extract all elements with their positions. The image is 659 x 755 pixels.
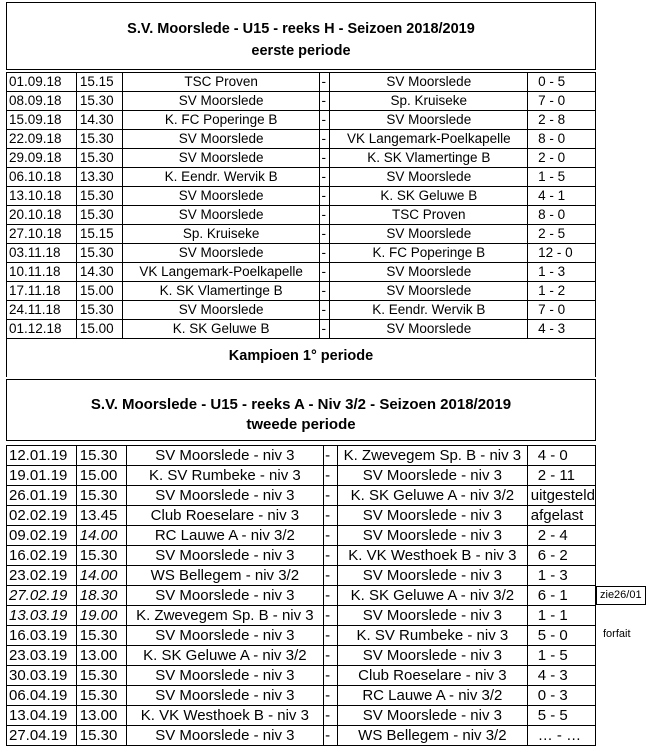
match-date: 20.10.18 — [7, 206, 77, 225]
match-separator: - — [320, 130, 330, 149]
match-date: 08.09.18 — [7, 92, 77, 111]
match-time: 15.30 — [76, 726, 126, 746]
match-date: 01.09.18 — [7, 73, 77, 92]
match-time: 15.30 — [76, 149, 122, 168]
match-score: 0 - 5 — [528, 73, 596, 92]
match-separator: - — [324, 546, 338, 566]
section1-footer — [6, 339, 596, 377]
match-date: 30.03.19 — [7, 666, 77, 686]
match-score: 4 - 3 — [527, 666, 595, 686]
match-score: 1 - 3 — [528, 263, 596, 282]
away-team: Sp. Kruiseke — [330, 92, 528, 111]
match-time: 15.15 — [76, 73, 122, 92]
match-separator: - — [320, 149, 330, 168]
away-team: K. Eendr. Wervik B — [330, 301, 528, 320]
away-team: SV Moorslede - niv 3 — [338, 506, 528, 526]
match-time: 15.30 — [76, 130, 122, 149]
match-row — [7, 225, 596, 244]
match-separator: - — [320, 244, 330, 263]
match-date: 03.11.18 — [7, 244, 77, 263]
home-team: K. Eendr. Wervik B — [122, 168, 320, 187]
match-score: 2 - 0 — [528, 149, 596, 168]
match-time: 15.00 — [76, 320, 122, 339]
home-team: SV Moorslede - niv 3 — [126, 686, 324, 706]
match-separator: - — [324, 666, 338, 686]
home-team: VK Langemark-Poelkapelle — [122, 263, 320, 282]
away-team: SV Moorslede — [330, 282, 528, 301]
match-date: 23.03.19 — [7, 646, 77, 666]
match-date: 06.04.19 — [7, 686, 77, 706]
match-score: 4 - 1 — [528, 187, 596, 206]
match-score: 2 - 11 — [527, 466, 595, 486]
match-date: 16.02.19 — [7, 546, 77, 566]
match-date: 02.02.19 — [7, 506, 77, 526]
match-date: 13.04.19 — [7, 706, 77, 726]
home-team: SV Moorslede - niv 3 — [126, 586, 324, 606]
home-team: SV Moorslede - niv 3 — [126, 666, 324, 686]
match-date: 09.02.19 — [7, 526, 77, 546]
match-score: 12 - 0 — [528, 244, 596, 263]
section2-table — [6, 445, 596, 746]
match-row — [7, 686, 596, 706]
away-team: SV Moorslede - niv 3 — [338, 566, 528, 586]
match-score: 8 - 0 — [528, 206, 596, 225]
away-team: TSC Proven — [330, 206, 528, 225]
home-team: Sp. Kruiseke — [122, 225, 320, 244]
match-time: 15.30 — [76, 206, 122, 225]
home-team: TSC Proven — [122, 73, 320, 92]
home-team: SV Moorslede - niv 3 — [126, 546, 324, 566]
home-team: Club Roeselare - niv 3 — [126, 506, 324, 526]
match-separator: - — [320, 168, 330, 187]
match-date: 27.02.19 — [7, 586, 77, 606]
match-time: 15.30 — [76, 546, 126, 566]
match-separator: - — [324, 686, 338, 706]
home-team: K. Zwevegem Sp. B - niv 3 — [126, 606, 324, 626]
home-team: K. SK Vlamertinge B — [122, 282, 320, 301]
match-time: 18.30 — [76, 586, 126, 606]
home-team: K. VK Westhoek B - niv 3 — [126, 706, 324, 726]
match-score: 1 - 5 — [527, 646, 595, 666]
match-date: 24.11.18 — [7, 301, 77, 320]
match-row — [7, 486, 596, 506]
away-team: K. FC Poperinge B — [330, 244, 528, 263]
section1-header — [6, 2, 596, 70]
away-team: SV Moorslede — [330, 111, 528, 130]
match-row — [7, 206, 596, 225]
match-row — [7, 73, 596, 92]
away-team: SV Moorslede - niv 3 — [338, 706, 528, 726]
home-team: SV Moorslede — [122, 301, 320, 320]
match-row — [7, 566, 596, 586]
match-separator: - — [324, 446, 338, 466]
match-time: 15.30 — [76, 666, 126, 686]
away-team: SV Moorslede — [330, 73, 528, 92]
match-date: 29.09.18 — [7, 149, 77, 168]
match-separator: - — [324, 466, 338, 486]
section2-title: S.V. Moorslede - U15 - reeks A - Niv 3/2 - Seizoen 2018/2019 — [90, 396, 512, 413]
match-row — [7, 606, 596, 626]
match-row — [7, 168, 596, 187]
match-score: 1 - 1 — [527, 606, 595, 626]
away-team: SV Moorslede — [330, 225, 528, 244]
match-row — [7, 187, 596, 206]
match-separator: - — [324, 606, 338, 626]
home-team: RC Lauwe A - niv 3/2 — [126, 526, 324, 546]
home-team: K. SK Geluwe B — [122, 320, 320, 339]
match-score: 7 - 0 — [528, 92, 596, 111]
match-row — [7, 92, 596, 111]
away-team: K. Zwevegem Sp. B - niv 3 — [338, 446, 528, 466]
match-time: 15.30 — [76, 446, 126, 466]
match-score: 2 - 5 — [528, 225, 596, 244]
match-time: 13.45 — [76, 506, 126, 526]
match-row — [7, 546, 596, 566]
away-team: VK Langemark-Poelkapelle — [330, 130, 528, 149]
match-time: 15.00 — [76, 466, 126, 486]
match-date: 23.02.19 — [7, 566, 77, 586]
match-score: 2 - 4 — [527, 526, 595, 546]
match-date: 16.03.19 — [7, 626, 77, 646]
match-separator: - — [324, 526, 338, 546]
match-time: 15.30 — [76, 187, 122, 206]
home-team: SV Moorslede - niv 3 — [126, 486, 324, 506]
match-separator: - — [324, 506, 338, 526]
away-team: RC Lauwe A - niv 3/2 — [338, 686, 528, 706]
match-score: 6 - 1 — [527, 586, 595, 606]
match-date: 17.11.18 — [7, 282, 77, 301]
match-time: 14.30 — [76, 111, 122, 130]
home-team: SV Moorslede - niv 3 — [126, 726, 324, 746]
section2-header — [6, 379, 596, 441]
away-team: K. SK Geluwe B — [330, 187, 528, 206]
match-row — [7, 626, 596, 646]
match-score: 6 - 2 — [527, 546, 595, 566]
away-team: K. SK Vlamertinge B — [330, 149, 528, 168]
match-separator: - — [320, 111, 330, 130]
match-row — [7, 466, 596, 486]
match-separator: - — [320, 187, 330, 206]
match-row — [7, 301, 596, 320]
match-time: 15.30 — [76, 301, 122, 320]
match-separator: - — [320, 301, 330, 320]
match-separator: - — [324, 646, 338, 666]
match-row — [7, 130, 596, 149]
match-date: 22.09.18 — [7, 130, 77, 149]
home-team: WS Bellegem - niv 3/2 — [126, 566, 324, 586]
match-date: 01.12.18 — [7, 320, 77, 339]
match-time: 13.00 — [76, 646, 126, 666]
away-team: K. SV Rumbeke - niv 3 — [338, 626, 528, 646]
match-score: uitgesteld — [527, 486, 595, 506]
match-time: 15.30 — [76, 686, 126, 706]
away-team: K. VK Westhoek B - niv 3 — [338, 546, 528, 566]
match-row — [7, 244, 596, 263]
match-row — [7, 506, 596, 526]
home-team: SV Moorslede - niv 3 — [126, 446, 324, 466]
away-team: SV Moorslede - niv 3 — [338, 526, 528, 546]
away-team: Club Roeselare - niv 3 — [338, 666, 528, 686]
home-team: SV Moorslede — [122, 244, 320, 263]
match-separator: - — [320, 92, 330, 111]
match-separator: - — [324, 726, 338, 746]
match-score: 1 - 3 — [527, 566, 595, 586]
home-team: K. SK Geluwe A - niv 3/2 — [126, 646, 324, 666]
away-team: K. SK Geluwe A - niv 3/2 — [338, 586, 528, 606]
match-date: 06.10.18 — [7, 168, 77, 187]
match-row — [7, 586, 596, 606]
away-team: SV Moorslede - niv 3 — [338, 606, 528, 626]
match-row — [7, 526, 596, 546]
section1-title: S.V. Moorslede - U15 - reeks H - Seizoen 2018/2019 — [127, 21, 475, 37]
match-time: 19.00 — [76, 606, 126, 626]
match-score: … - … — [527, 726, 595, 746]
match-date: 12.01.19 — [7, 446, 77, 466]
away-team: WS Bellegem - niv 3/2 — [338, 726, 528, 746]
match-time: 13.30 — [76, 168, 122, 187]
section1-champion-label: Kampioen 1° periode — [228, 348, 374, 364]
away-team: SV Moorslede — [330, 263, 528, 282]
section2-subtitle: tweede periode — [246, 416, 356, 433]
section1-table — [6, 72, 596, 339]
match-score: 2 - 8 — [528, 111, 596, 130]
home-team: SV Moorslede — [122, 92, 320, 111]
match-date: 27.04.19 — [7, 726, 77, 746]
match-note: forfait — [600, 626, 634, 643]
match-row — [7, 646, 596, 666]
away-team: K. SK Geluwe A - niv 3/2 — [338, 486, 528, 506]
match-time: 15.30 — [76, 244, 122, 263]
match-time: 15.30 — [76, 626, 126, 646]
home-team: SV Moorslede — [122, 130, 320, 149]
match-separator: - — [320, 320, 330, 339]
match-score: 1 - 2 — [528, 282, 596, 301]
match-separator: - — [324, 586, 338, 606]
match-time: 15.00 — [76, 282, 122, 301]
match-time: 15.30 — [76, 486, 126, 506]
match-row — [7, 706, 596, 726]
home-team: K. SV Rumbeke - niv 3 — [126, 466, 324, 486]
match-separator: - — [320, 282, 330, 301]
match-score: 8 - 0 — [528, 130, 596, 149]
match-time: 14.30 — [76, 263, 122, 282]
away-team: SV Moorslede — [330, 320, 528, 339]
match-time: 14.00 — [76, 566, 126, 586]
match-score: 7 - 0 — [528, 301, 596, 320]
match-separator: - — [320, 206, 330, 225]
home-team: SV Moorslede — [122, 149, 320, 168]
match-separator: - — [324, 626, 338, 646]
match-row — [7, 320, 596, 339]
match-date: 27.10.18 — [7, 225, 77, 244]
away-team: SV Moorslede - niv 3 — [338, 646, 528, 666]
match-separator: - — [320, 73, 330, 92]
home-team: K. FC Poperinge B — [122, 111, 320, 130]
match-time: 13.00 — [76, 706, 126, 726]
match-row — [7, 726, 596, 746]
match-date: 13.10.18 — [7, 187, 77, 206]
match-separator: - — [320, 225, 330, 244]
match-date: 10.11.18 — [7, 263, 77, 282]
match-row — [7, 446, 596, 466]
match-row — [7, 666, 596, 686]
match-date: 13.03.19 — [7, 606, 77, 626]
match-score: 4 - 3 — [528, 320, 596, 339]
home-team: SV Moorslede — [122, 187, 320, 206]
match-row — [7, 263, 596, 282]
home-team: SV Moorslede - niv 3 — [126, 626, 324, 646]
section1-subtitle: eerste periode — [251, 43, 351, 59]
match-separator: - — [324, 706, 338, 726]
match-row — [7, 149, 596, 168]
match-row — [7, 111, 596, 130]
match-separator: - — [324, 566, 338, 586]
match-note: zie26/01 — [596, 586, 646, 605]
match-score: 5 - 0 — [527, 626, 595, 646]
match-score: 1 - 5 — [528, 168, 596, 187]
match-date: 19.01.19 — [7, 466, 77, 486]
match-separator: - — [320, 263, 330, 282]
match-time: 15.15 — [76, 225, 122, 244]
away-team: SV Moorslede - niv 3 — [338, 466, 528, 486]
match-row — [7, 282, 596, 301]
away-team: SV Moorslede — [330, 168, 528, 187]
match-score: 4 - 0 — [527, 446, 595, 466]
match-score: 5 - 5 — [527, 706, 595, 726]
match-separator: - — [324, 486, 338, 506]
match-score: afgelast — [527, 506, 595, 526]
match-date: 15.09.18 — [7, 111, 77, 130]
home-team: SV Moorslede — [122, 206, 320, 225]
match-date: 26.01.19 — [7, 486, 77, 506]
match-score: 0 - 3 — [527, 686, 595, 706]
match-time: 14.00 — [76, 526, 126, 546]
match-time: 15.30 — [76, 92, 122, 111]
